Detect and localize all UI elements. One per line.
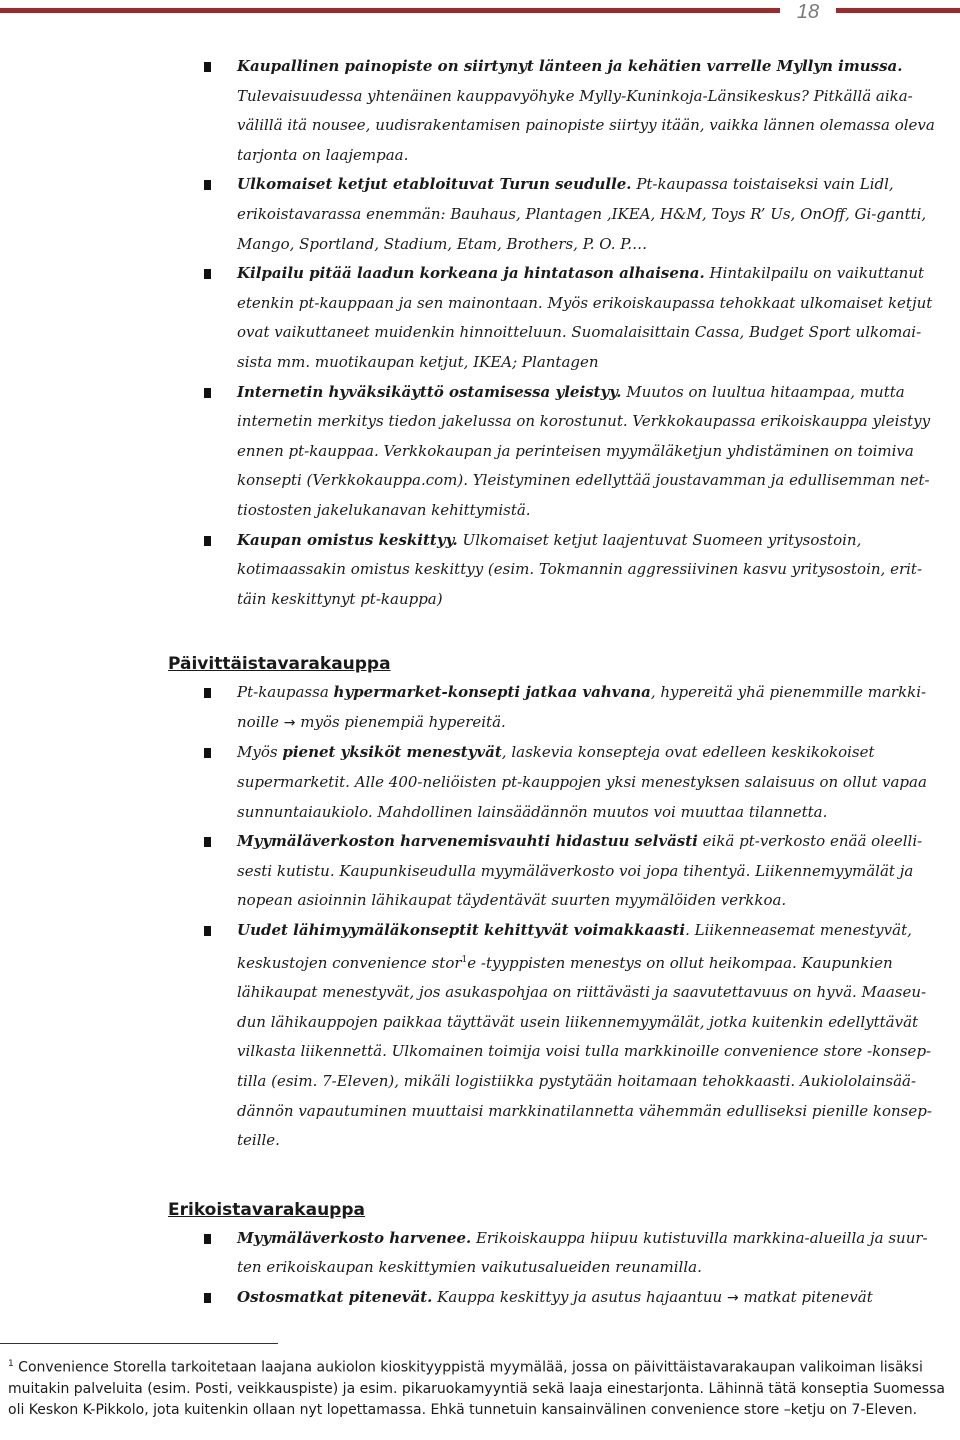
bullet-icon bbox=[204, 748, 211, 758]
intro-bullet-list bbox=[0, 52, 960, 614]
list-item bbox=[0, 526, 960, 615]
bullet-icon bbox=[204, 688, 211, 698]
item-text: Pt-kaupassa toistaiseksi vain Lidl, erikoistavarassa enemmän: Bauhaus, Plantagen ,IKEA, H&M, Toys R’ Us, OnOff, Gi-gantti, Mango, Sportland, Stadium, Etam, Brothers, P. O. P.… bbox=[237, 175, 927, 253]
list-item bbox=[0, 52, 960, 170]
item-lead: Myymäläverkoston harvenemisvauhti hidastuu selvästi bbox=[237, 832, 698, 851]
bullet-icon bbox=[204, 269, 211, 279]
list-item bbox=[0, 378, 960, 526]
item-lead: Internetin hyväksikäyttö ostamisessa yleistyy. bbox=[237, 382, 622, 401]
bullet-icon bbox=[204, 837, 211, 847]
section-heading-paivittaistavarakauppa: Päivittäistavarakauppa bbox=[168, 654, 391, 675]
footnote bbox=[8, 1354, 948, 1421]
list-item bbox=[0, 916, 960, 1156]
bullet-icon bbox=[204, 62, 211, 72]
bullet-icon bbox=[204, 536, 211, 546]
item-text: , laskevia konsepteja ovat edelleen keskikokoiset supermarketit. Alle 400-neliöisten pt-kauppojen yksi menestyksen salaisuus on ollut vapaa sunnuntaiaukiolo. Mahdollinen lainsäädännön muutos voi muuttaa tilannetta. bbox=[237, 743, 927, 821]
item-lead: hypermarket-konsepti jatkaa vahvana bbox=[333, 683, 651, 702]
item-text: myös pienempiä hypereitä. bbox=[295, 712, 506, 731]
header-rule-right bbox=[836, 8, 960, 13]
item-text: . Liikenneasemat menestyvät, keskustojen convenience stor bbox=[237, 921, 912, 972]
list-item bbox=[0, 827, 960, 916]
footnote-text: Convenience Storella tarkoitetaan laajana aukiolon kioskityyppistä myymälää, jossa on päivittäistavarakaupan valikoiman lisäksi muitakin palveluita (esim. Posti, veikkauspiste) ja esim. pikaruokamyyntiä sekä laaja einestarjonta. Lähinnä tätä konseptia Suomessa oli Keskon K-Pikkolo, jota kuitenkin ollaan nyt lopettamassa. Ehkä tunnetuin kansainvälinen convenience store –ketju on 7-Eleven. bbox=[8, 1359, 945, 1418]
bullet-icon bbox=[204, 926, 211, 936]
bullet-icon bbox=[204, 1234, 211, 1244]
item-text: Kauppa keskittyy ja asutus hajaantuu bbox=[432, 1287, 727, 1306]
bullet-icon bbox=[204, 1293, 211, 1303]
item-lead: Myymäläverkosto harvenee. bbox=[237, 1228, 472, 1247]
item-lead: Ulkomaiset ketjut etabloituvat Turun seudulle. bbox=[237, 175, 632, 194]
header-rule-left bbox=[0, 8, 780, 13]
paivittaistavara-bullet-list bbox=[0, 678, 960, 1156]
item-lead: Uudet lähimyymäläkonseptit kehittyvät voimakkaasti bbox=[237, 921, 686, 940]
footnote-marker: 1 bbox=[8, 1359, 14, 1369]
item-text: , hypereitä yhä pienemmille markki-noille bbox=[237, 683, 927, 731]
item-text: Myös bbox=[237, 743, 283, 762]
item-lead: Kaupan omistus keskittyy. bbox=[237, 530, 458, 549]
arrow-right-icon: → bbox=[726, 1289, 739, 1306]
list-item bbox=[0, 738, 960, 827]
page-number: 18 bbox=[796, 1, 820, 23]
bullet-icon bbox=[204, 388, 211, 398]
item-text: Tulevaisuudessa yhtenäinen kauppavyöhyke Mylly-Kuninkoja-Länsikeskus? Pitkällä aika-välillä itä nousee, uudisrakentamisen painopiste siirtyy itään, vaikka lännen olemassa oleva tarjonta on laajempaa. bbox=[237, 86, 935, 164]
page-content bbox=[0, 52, 960, 1314]
list-item bbox=[0, 678, 960, 738]
item-lead: pienet yksiköt menestyvät bbox=[282, 743, 502, 762]
list-item bbox=[0, 1283, 960, 1314]
item-text: Pt-kaupassa bbox=[237, 683, 334, 702]
item-text: e -tyyppisten menestys on ollut heikompaa. Kaupunkien lähikaupat menestyvät, jos asukaspohjaa on riittävästi ja saavutettavuus on hyvä. Maaseu-dun lähikauppojen paikkaa täyttävät usein liikennemyymälät, jotka kuitenkin edellyttävät vilkasta liikennettä. Ulkomainen toimija voisi tulla markkinoille convenience store -konsep-tilla (esim. 7-Eleven), mikäli logistiikka pystytään hoitamaan tehokkaasti. Aukiololainsää-dännön vapautuminen muuttaisi markkinatilannetta vähemmän edulliseksi pienille konsep-teille. bbox=[237, 953, 932, 1150]
item-text: Erikoiskauppa hiipuu kutistuvilla markkina-alueilla ja suur-ten erikoiskaupan keskittymien vaikutusalueiden reunamilla. bbox=[237, 1228, 928, 1277]
item-text: Ulkomaiset ketjut laajentuvat Suomeen yritysostoin, kotimaassakin omistus keskittyy (esim. Tokmannin aggressiivinen kasvu yritysostoin, erit-täin keskittynyt pt-kauppa) bbox=[237, 530, 923, 608]
item-text: eikä pt-verkosto enää oleelli-sesti kutistu. Kaupunkiseudulla myymäläverkosto voi jopa tihentyä. Liikennemyymälät ja nopean asioinnin lähikaupat täydentävät suurten myymälöiden verkkoa. bbox=[237, 832, 923, 910]
bullet-icon bbox=[204, 180, 211, 190]
section-heading-erikoistavarakauppa: Erikoistavarakauppa bbox=[168, 1199, 365, 1220]
item-lead: Kaupallinen painopiste on siirtynyt länteen ja kehätien varrelle Myllyn imussa. bbox=[237, 57, 903, 75]
item-lead: Ostosmatkat pitenevät. bbox=[237, 1287, 433, 1306]
list-item bbox=[0, 259, 960, 377]
list-item bbox=[0, 1224, 960, 1283]
erikoistavara-bullet-list bbox=[0, 1224, 960, 1314]
item-lead: Kilpailu pitää laadun korkeana ja hintatason alhaisena. bbox=[237, 264, 705, 283]
item-text: Muutos on luultua hitaampaa, mutta internetin merkitys tiedon jakelussa on korostunut. Verkkokaupassa erikoiskauppa yleistyy ennen pt-kauppaa. Verkkokaupan ja perinteisen myymäläketjun yhdistäminen on toimiva konsepti (Verkkokauppa.com). Yleistyminen edellyttää joustavamman ja edullisemman net-tiostosten jakelukanavan kehittymistä. bbox=[237, 382, 931, 519]
list-item bbox=[0, 170, 960, 259]
item-text: Hintakilpailu on vaikuttanut etenkin pt-kauppaan ja sen mainontaan. Myös erikoiskaupassa tehokkaat ulkomaiset ketjut ovat vaikuttaneet muidenkin hinnoitteluun. Suomalaisittain Cassa, Budget Sport ulkomai-sista mm. muotikaupan ketjut, IKEA; Plantagen bbox=[237, 264, 933, 371]
item-text: matkat pitenevät bbox=[738, 1287, 873, 1306]
footnote-reference[interactable]: 1 bbox=[461, 954, 468, 965]
footnote-rule bbox=[0, 1343, 278, 1344]
arrow-right-icon: → bbox=[283, 714, 296, 731]
